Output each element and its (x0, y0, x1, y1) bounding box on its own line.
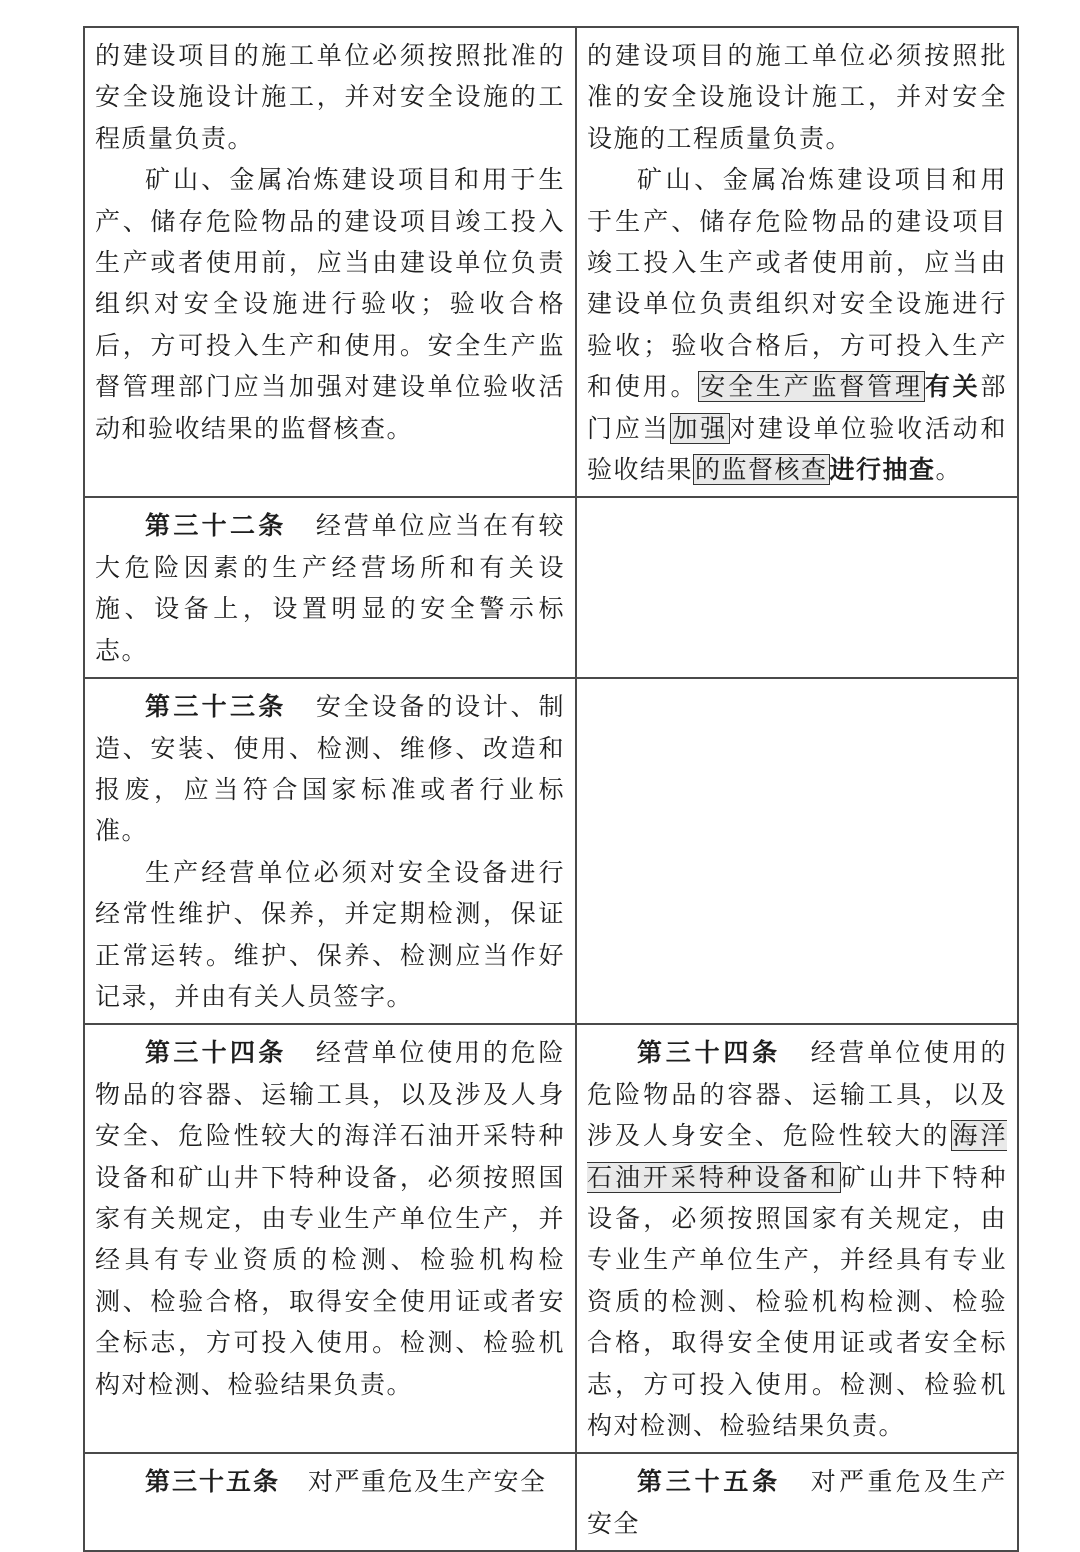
paragraph-with-changes (587, 159, 1007, 490)
paragraph (95, 505, 565, 671)
article-text: 对严重危及生产安全 (308, 1467, 547, 1497)
table-row (84, 1453, 1018, 1551)
article-number: 第三十四条 (145, 1038, 287, 1068)
article-text: 对严重危及生产安全 (587, 1467, 1007, 1538)
article-number: 第三十五条 (637, 1467, 781, 1497)
table-row (84, 678, 1018, 1024)
paragraph (95, 1032, 565, 1405)
left-cell-article-32 (84, 497, 576, 678)
text-segment: 矿山井下特种设备，必须按照国家有关规定，由专业生产单位生产，并经具有专业资质的检测、检验机构检测、检验合格，取得安全使用证或者安全标志，方可投入使用。检测、检验机构对检测、检验结果负责。 (587, 1162, 1007, 1440)
right-cell-article-35 (576, 1453, 1018, 1551)
right-cell-article-34 (576, 1024, 1018, 1453)
paragraph: 的建设项目的施工单位必须按照批准的安全设施设计施工，并对安全设施的工程质量负责。 (95, 41, 565, 153)
text-segment: 部门应当 (587, 372, 1007, 443)
table-row (84, 27, 1018, 497)
left-cell-article-31 (84, 27, 576, 497)
article-number: 第三十四条 (637, 1038, 781, 1068)
paragraph (587, 1461, 1007, 1544)
paragraph-with-changes (587, 1032, 1007, 1446)
table-row (84, 1024, 1018, 1453)
highlighted-deletion: 安全生产监督管理 (700, 372, 923, 402)
table-row (84, 497, 1018, 678)
left-cell-article-34 (84, 1024, 576, 1453)
text-segment: 经营单位使用的危险物品的容器、运输工具，以及涉及人身安全、危险性较大的 (587, 1038, 1007, 1151)
text-segment: 矿山、金属冶炼建设项目和用于生产、储存危险物品的建设项目竣工投入生产或者使用前，应当由建设单位负责组织对安全设施进行验收；验收合格后，方可投入生产和使用。 (587, 165, 1007, 402)
paragraph: 的建设项目的施工单位必须按照批准的安全设施设计施工，并对安全设施的工程质量负责。 (587, 41, 1007, 153)
paragraph (95, 1461, 565, 1502)
article-number: 第三十五条 (145, 1467, 281, 1497)
left-cell-article-33 (84, 678, 576, 1024)
bold-insertion: 有关 (924, 372, 981, 402)
right-cell-empty (576, 678, 1018, 1024)
highlighted-deletion: 加强 (672, 413, 729, 443)
left-cell-article-35 (84, 1453, 576, 1551)
highlighted-deletion: 海洋石油开采特种设备和 (587, 1121, 1007, 1192)
law-comparison-table (83, 26, 1019, 1552)
article-text: 经营单位使用的危险物品的容器、运输工具，以及涉及人身安全、危险性较大的海洋石油开采特种设备和矿山井下特种设备，必须按照国家有关规定，由专业生产单位生产，并经具有专业资质的检测、检验机构检测、检验合格，取得安全使用证或者安全标志，方可投入使用。检测、检验机构对检测、检验结果负责。 (95, 1038, 565, 1399)
right-cell-empty (576, 497, 1018, 678)
article-number: 第三十二条 (145, 511, 287, 541)
article-text: 经营单位应当在有较大危险因素的生产经营场所和有关设施、设备上，设置明显的安全警示标志。 (95, 511, 565, 665)
paragraph: 矿山、金属冶炼建设项目和用于生产、储存危险物品的建设项目竣工投入生产或者使用前，应当由建设单位负责组织对安全设施进行验收；验收合格后，方可投入生产和使用。安全生产监督管理部门应当加强对建设单位验收活动和验收结果的监督核查。 (95, 165, 565, 443)
article-text: 安全设备的设计、制造、安装、使用、检测、维修、改造和报废，应当符合国家标准或者行业标准。 (95, 692, 565, 846)
article-number: 第三十三条 (145, 692, 287, 722)
bold-insertion: 进行抽查 (829, 455, 936, 485)
text-segment: 对建设单位验收活动和验收结果 (587, 413, 1007, 485)
right-cell-article-31 (576, 27, 1018, 497)
text-segment: 。 (935, 455, 963, 485)
paragraph: 生产经营单位必须对安全设备进行经常性维护、保养，并定期检测，保证正常运转。维护、保养、检测应当作好记录，并由有关人员签字。 (95, 857, 565, 1011)
highlighted-deletion: 的监督核查 (695, 455, 828, 485)
paragraph (95, 686, 565, 852)
